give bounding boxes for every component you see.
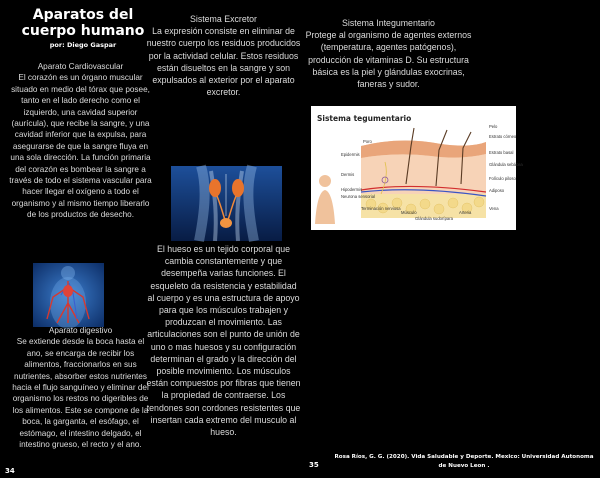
diagram-label: Arteria [459, 210, 472, 215]
excretor-heading: Sistema Excretor [190, 14, 257, 24]
diagram-label: Epidermis [341, 152, 360, 157]
diagram-label: Músculo [401, 210, 417, 215]
diagram-label: Pelo [489, 124, 498, 129]
digestivo-section [8, 325, 153, 450]
integumentario-text: Protege al organismo de agentes externos (temperatura, agentes patógenos), producción de vitaminas D. Su estructura básica es la piel y glándulas exocrinas, faneras y sudor. [305, 30, 472, 90]
cardio-heading: Aparato Cardiovascular [37, 62, 124, 71]
diagram-label: Estrato basal [489, 150, 514, 155]
diagram-label: Terminación nerviosa [361, 206, 401, 211]
diagram-label: Glándula sudorípara [415, 216, 453, 221]
cardio-text: El corazón es un órgano muscular situado en medio del tórax que posee, tanto en el lado derecho como el izquierdo, una cavidad superior (aurícula), que recibe la sangre, y una cavidad inferior que la expulsa, para asegurarse de que la sangre fluya en una sola dirección. La función primaria del corazón es bombear la sangre a través de todo el sistema vascular para hacer llegar el oxígeno a todo el organismo y al mismo tiempo liberarlo de los productos de desecho. [9, 73, 152, 220]
diagram-label: Glándula sebácea [489, 162, 523, 167]
citation: Rosa Ríos, G. G. (2020). Vida Saludable y Deporte. Mexico: Universidad Autonoma de Nuevo Leon . [334, 454, 594, 469]
diagram-label: Hipodermis [341, 187, 363, 192]
cardiovascular-image [33, 263, 104, 327]
diagram-title: Sistema tegumentario [317, 114, 412, 123]
integumentario-section [301, 17, 476, 90]
diagram-label: Adiposo [489, 188, 505, 193]
diagram-label: Vena [489, 206, 499, 211]
page-number-right: 35 [309, 461, 319, 469]
excretory-system-image [171, 166, 282, 241]
integumentary-diagram [311, 106, 523, 230]
excretor-text: La expresión consiste en eliminar de nuestro cuerpo los residuos producidos por la actividad celular. Estos residuos están disueltos en la sangre y son expulsados al exterior por el aparato excretor. [146, 26, 301, 98]
oseo-text: El hueso es un tejido corporal que cambia constantemente y que desempeña varias funciones. El esqueleto da resistencia y estabilidad al cuerpo y es una estructura de apoyo para que los músculos trabajen y produzcan el movimiento. Las articulaciones son el punto de unión de uno o mas huesos y su configuración determinan el grado y la dirección del posible movimiento. Los músculos están compuestos por fibras que tienen la propiedad de contraerse. Los tendones son cordones resistentes que insertan cada extremo del musculo al hueso. [146, 244, 301, 438]
excretor-section [146, 13, 301, 98]
digestivo-heading: Aparato digestivo [48, 326, 113, 335]
page-title: Aparatos del cuerpo humano [21, 7, 145, 39]
cardio-section [8, 61, 153, 221]
diagram-label: Folículo piloso [489, 176, 516, 181]
diagram-label: Dermis [341, 172, 355, 177]
page-number-left: 34 [5, 467, 15, 475]
author-byline: por: Diego Gaspar [49, 41, 117, 49]
integumentario-heading: Sistema Integumentario [342, 18, 435, 28]
digestivo-text: Se extiende desde la boca hasta el ano, se encarga de recibir los alimentos, fraccionarlos en sus nutrientes, absorber estos nutrientes hacia el flujo sanguíneo y eliminar del organismo los restos no digeribles de los alimentos. Este se compone de la boca, la garganta, el esófago, el estómago, el intestino delgado, el intestino grueso, el recto y el ano. [12, 337, 149, 450]
diagram-label: Estrato córneo [489, 134, 517, 139]
diagram-label: Poro [363, 139, 372, 144]
diagram-label: Neurona sensorial [341, 194, 375, 199]
